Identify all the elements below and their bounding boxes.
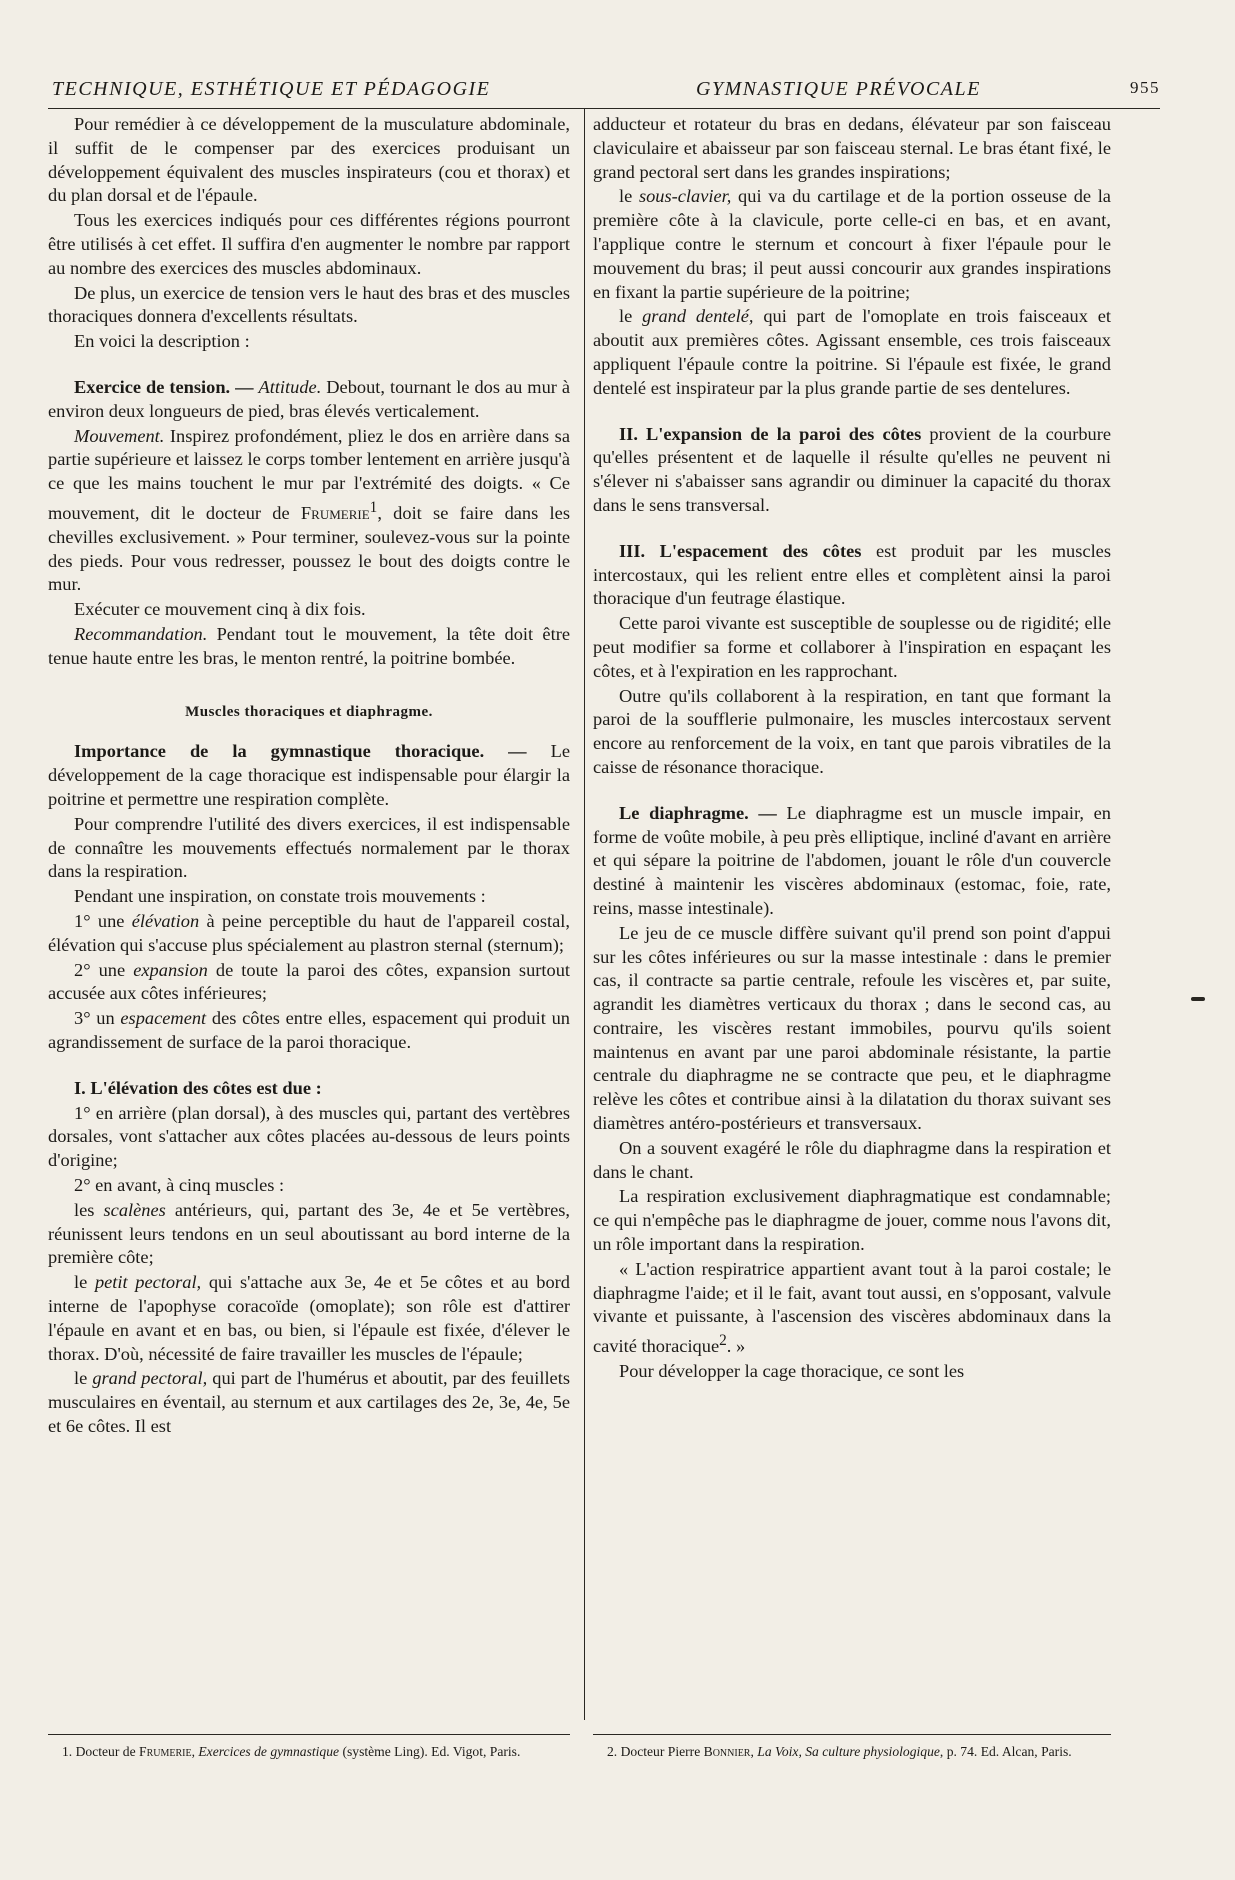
- muscle-name: sous-clavier,: [638, 186, 732, 207]
- recommendation-text: Pendant tout le mouvement, la tête doit être tenue haute entre les bras, le menton rentré, la poitrine bombée.: [48, 624, 570, 668]
- footnote-author: Frumerie: [139, 1744, 192, 1759]
- subsection-text: provient de la courbure qu'elles présentent et de laquelle il résulte qu'elles ne peuvent ni s'élever ni s'abaisser sans agrandir ou diminuer la capacité du thorax dans le sens transversal.: [593, 423, 1111, 515]
- importance-text: Le développement de la cage thoracique est indispensable pour élargir la poitrine et permettre une respiration complète.: [48, 741, 570, 810]
- importance-lead: Importance de la gymnastique thoracique. —: [74, 741, 527, 762]
- paragraph: Pour comprendre l'utilité des divers exercices, il est indispensable de connaître les mouvements effectués normalement par le thorax dans la respiration.: [48, 813, 570, 882]
- paragraph: Le jeu de ce muscle diffère suivant qu'il prend son point d'appui sur les côtes inférieures ou sur la masse intestinale : dans le premier cas, il contracte sa partie centrale, refoule les viscères et, par suite, agrandit les diamètres verticaux du thorax ; dans le second cas, au contraire, les viscères restant immobiles, pourvu qu'ils soient maintenus en avant par une paroi abdominale résistante, la partie centrale du diaphragme ne se contracte que peu, et le diaphragme relève les côtes et contribue ainsi à la dilatation du thorax suivant ses diamètres antéro-postérieurs et transversaux.: [593, 922, 1111, 1134]
- muscle-item: [593, 185, 1111, 304]
- movement-item: [48, 1007, 570, 1055]
- page-number: 955: [1130, 78, 1160, 97]
- paragraph: Tous les exercices indiqués pour ces différentes régions pourront être utilisés à cet effet. Il suffira d'en augmenter le nombre par rapport au nombre des exercices des muscles abdominaux.: [48, 210, 570, 278]
- subsection-paragraph: [593, 423, 1111, 518]
- left-column: [48, 113, 570, 1440]
- item-number: 1° une: [74, 911, 125, 932]
- movement-label: Mouvement.: [74, 425, 165, 446]
- movement-text: Inspirez profondément, pliez le dos en arrière dans sa partie supérieure et laissez le corps tomber lentement en arrière jusqu'à ce que les mains touchent le mur par l'extrémité des doigts. « Ce mouvement, dit le docteur de: [48, 425, 570, 524]
- footnote-rule: [48, 1734, 570, 1735]
- item-text: à peine perceptible du haut de l'appareil costal, élévation qui s'accuse plus spécialement au plastron sternal (sternum);: [48, 911, 570, 955]
- section-title: Muscles thoraciques et diaphragme.: [185, 703, 433, 720]
- footnote-text: p. 74. Ed. Alcan, Paris.: [946, 1744, 1072, 1759]
- paragraph: On a souvent exagéré le rôle du diaphragme dans la respiration et dans le chant.: [593, 1137, 1111, 1182]
- item-text: de toute la paroi des côtes, expansion surtout accusée aux côtes inférieures;: [48, 959, 570, 1004]
- column-divider: [584, 108, 585, 1720]
- muscle-text: qui part de l'omoplate en trois faisceaux et aboutit aux premières côtes. Agissant ensemble, ces trois faisceaux appliquent l'épaule contre la poitrine. Si l'épaule est fixée, le grand dentelé est inspirateur par la plus grande partie de ses dentelures.: [593, 306, 1112, 398]
- footnote-title: Exercices de gymnastique: [198, 1744, 340, 1759]
- right-column: [593, 113, 1111, 1385]
- paragraph: 2° en avant, à cinq muscles :: [74, 1175, 285, 1195]
- item-number: 2° une: [74, 959, 126, 980]
- footnote-left: [48, 1742, 570, 1761]
- footnote-text: (système Ling). Ed. Vigot, Paris.: [342, 1744, 521, 1759]
- paragraph: adducteur et rotateur du bras en dedans, élévateur par son faisceau claviculaire et abaisseur par son faisceau sternal. Le bras étant fixé, le grand pectoral sert dans les grandes inspirations;: [593, 114, 1111, 182]
- paragraph: La respiration exclusivement diaphragmatique est condamnable; ce qui n'empêche pas le diaphragme de jouer, comme nous l'avons dit, un rôle important dans la respiration.: [593, 1186, 1111, 1255]
- article: le: [74, 1272, 88, 1293]
- item-number: 3° un: [74, 1008, 115, 1029]
- footnote-text: 1. Docteur de: [62, 1744, 136, 1759]
- paragraph: De plus, un exercice de tension vers le haut des bras et des muscles thoraciques donnera d'excellents résultats.: [48, 282, 570, 327]
- diaphragm-lead: Le diaphragme. —: [619, 802, 777, 823]
- paragraph: 1° en arrière (plan dorsal), à des muscles qui, partant des vertèbres dorsales, vont s'attacher aux côtes placées au-dessous de leurs points d'origine;: [48, 1102, 570, 1171]
- subsection-lead: I. L'élévation des côtes est due :: [74, 1077, 322, 1098]
- movement-paragraph: [48, 425, 570, 598]
- movement-text-cont: , doit se faire dans les chevilles exclusivement. » Pour terminer, soulevez-vous sur la pointe des pieds. Pour vous redresser, poussez le bout des doigts contre le mur.: [48, 503, 570, 595]
- recommendation-paragraph: [48, 623, 570, 671]
- diaphragm-text: Le diaphragme est un muscle impair, en forme de voûte mobile, à peu près elliptique, incliné d'avant en arrière et qui sépare la poitrine de l'abdomen, jouant le rôle d'un couvercle destiné à maintenir les viscères abdominaux (estomac, foie, rate, reins, masse intestinale).: [593, 802, 1111, 918]
- item-term: espacement: [120, 1008, 207, 1029]
- article: le: [74, 1368, 88, 1389]
- article: le: [619, 186, 633, 207]
- muscle-name: grand pectoral,: [92, 1368, 208, 1389]
- item-term: expansion: [133, 959, 208, 980]
- paragraph: Exécuter ce mouvement cinq à dix fois.: [74, 599, 366, 620]
- attitude-label: Attitude.: [258, 376, 322, 397]
- muscle-item: [48, 1367, 570, 1438]
- footnote-right: [593, 1742, 1111, 1761]
- footnote-rule: [593, 1734, 1111, 1735]
- muscle-item: [48, 1271, 570, 1366]
- running-head-right: GYMNASTIQUE PRÉVOCALE: [696, 78, 981, 100]
- attitude-text: Debout, tournant le dos au mur à environ deux longueurs de pied, bras élevés verticalement.: [48, 376, 571, 421]
- movement-item: [48, 959, 570, 1007]
- subsection-lead: II. L'expansion de la paroi des côtes: [619, 423, 922, 444]
- paragraph: Pendant une inspiration, on constate trois mouvements :: [74, 886, 486, 907]
- movement-item: [48, 910, 570, 958]
- paragraph: Outre qu'ils collaborent à la respiration, en tant que formant la paroi de la soufflerie pulmonaire, les muscles intercostaux servent encore au renforcement de la voix, en tant que parois vibratiles de la caisse de résonance thoracique.: [593, 685, 1111, 777]
- footnote-2: 2. Docteur Pierre Bonnier, La Voix, Sa culture physiologique, p. 74. Ed. Alcan, Paris.: [607, 1744, 1072, 1759]
- muscle-text: qui part de l'humérus et aboutit, par des feuillets musculaires en éventail, au sternum et aux cartilages des 2e, 3e, 4e, 5e et 6e côtes. Il est: [48, 1368, 570, 1436]
- subsection-lead: III. L'espacement des côtes: [619, 540, 862, 561]
- paragraph: Pour développer la cage thoracique, ce sont les: [619, 1361, 965, 1382]
- subsection-text: est produit par les muscles intercostaux, qui les relient entre elles et complètent ainsi la paroi thoracique d'un feutrage élastique.: [593, 540, 1111, 609]
- margin-mark: [1191, 997, 1205, 1001]
- author-name: Frumerie: [300, 503, 370, 524]
- exercise-paragraph: [48, 376, 570, 424]
- footnote-ref: 2: [719, 1332, 727, 1350]
- footnote-1: 1. Docteur de Frumerie, Exercices de gymnastique (système Ling). Ed. Vigot, Paris.: [62, 1744, 521, 1759]
- paragraph: Pour remédier à ce développement de la musculature abdominale, il suffit de le compenser par des exercices produisant un développement équivalent des muscles inspirateurs (cou et thorax) et du plan dorsal et de l'épaule.: [48, 114, 570, 206]
- importance-paragraph: [48, 740, 570, 811]
- running-head-left: TECHNIQUE, ESTHÉTIQUE ET PÉDAGOGIE: [52, 78, 491, 100]
- quote-end: . »: [726, 1336, 746, 1357]
- muscle-name: grand dentelé,: [642, 306, 754, 327]
- running-head: [52, 78, 1160, 104]
- item-text: des côtes entre elles, espacement qui produit un agrandissement de surface de la paroi thoracique.: [48, 1008, 570, 1053]
- article: les: [74, 1199, 95, 1220]
- quote-text: « L'action respiratrice appartient avant tout à la paroi costale; le diaphragme l'aide; et il le fait, avant tout aussi, en s'opposant, valvule vivante et puissante, à l'ascension des viscères abdominaux dans la cavité thoracique: [593, 1258, 1111, 1357]
- paragraph: En voici la description :: [74, 331, 250, 352]
- muscle-item: [48, 1199, 570, 1270]
- subsection-paragraph: [593, 540, 1111, 611]
- muscle-item: [593, 305, 1111, 400]
- muscle-text: qui s'attache aux 3e, 4e et 5e côtes et au bord interne de l'apophyse coracoïde (omoplate); son rôle est d'attirer l'épaule en avant et en bas, ou bien, si l'épaule est fixée, d'élever le thorax. D'où, nécessité de faire travailler les muscles de l'épaule;: [48, 1272, 570, 1364]
- recommendation-label: Recommandation.: [74, 624, 208, 645]
- header-rule: [48, 108, 1160, 109]
- muscle-name: scalènes: [103, 1199, 166, 1220]
- subsection-heading: [48, 1077, 570, 1101]
- muscle-name: petit pectoral,: [94, 1272, 202, 1293]
- quote-paragraph: [593, 1258, 1111, 1359]
- footnote-ref: 1: [369, 498, 378, 516]
- exercise-lead: Exercice de tension. —: [74, 376, 254, 397]
- article: le: [619, 306, 633, 327]
- paragraph: Cette paroi vivante est susceptible de souplesse ou de rigidité; elle peut modifier sa forme et collaborer à l'inspiration en espaçant les côtes, et à l'expiration en les rapprochant.: [593, 613, 1111, 681]
- muscle-text: qui va du cartilage et de la portion osseuse de la première côte à la clavicule, porte celle-ci en bas, et en avant, l'applique contre le sternum et concourt à fixer l'épaule pour le mouvement du bras; il peut aussi concourir aux grandes inspirations en fixant la partie supérieure de la poitrine;: [593, 186, 1111, 302]
- footnote-title: La Voix, Sa culture physiologique: [757, 1744, 940, 1759]
- item-term: élévation: [131, 911, 200, 932]
- footnote-author: Bonnier: [703, 1744, 751, 1759]
- footnote-text: 2. Docteur Pierre: [607, 1744, 701, 1759]
- muscle-text: antérieurs, qui, partant des 3e, 4e et 5e vertèbres, réunissent leurs tendons en un seul aboutissant au bord interne de la première côte;: [48, 1199, 570, 1268]
- diaphragm-paragraph: [593, 802, 1111, 921]
